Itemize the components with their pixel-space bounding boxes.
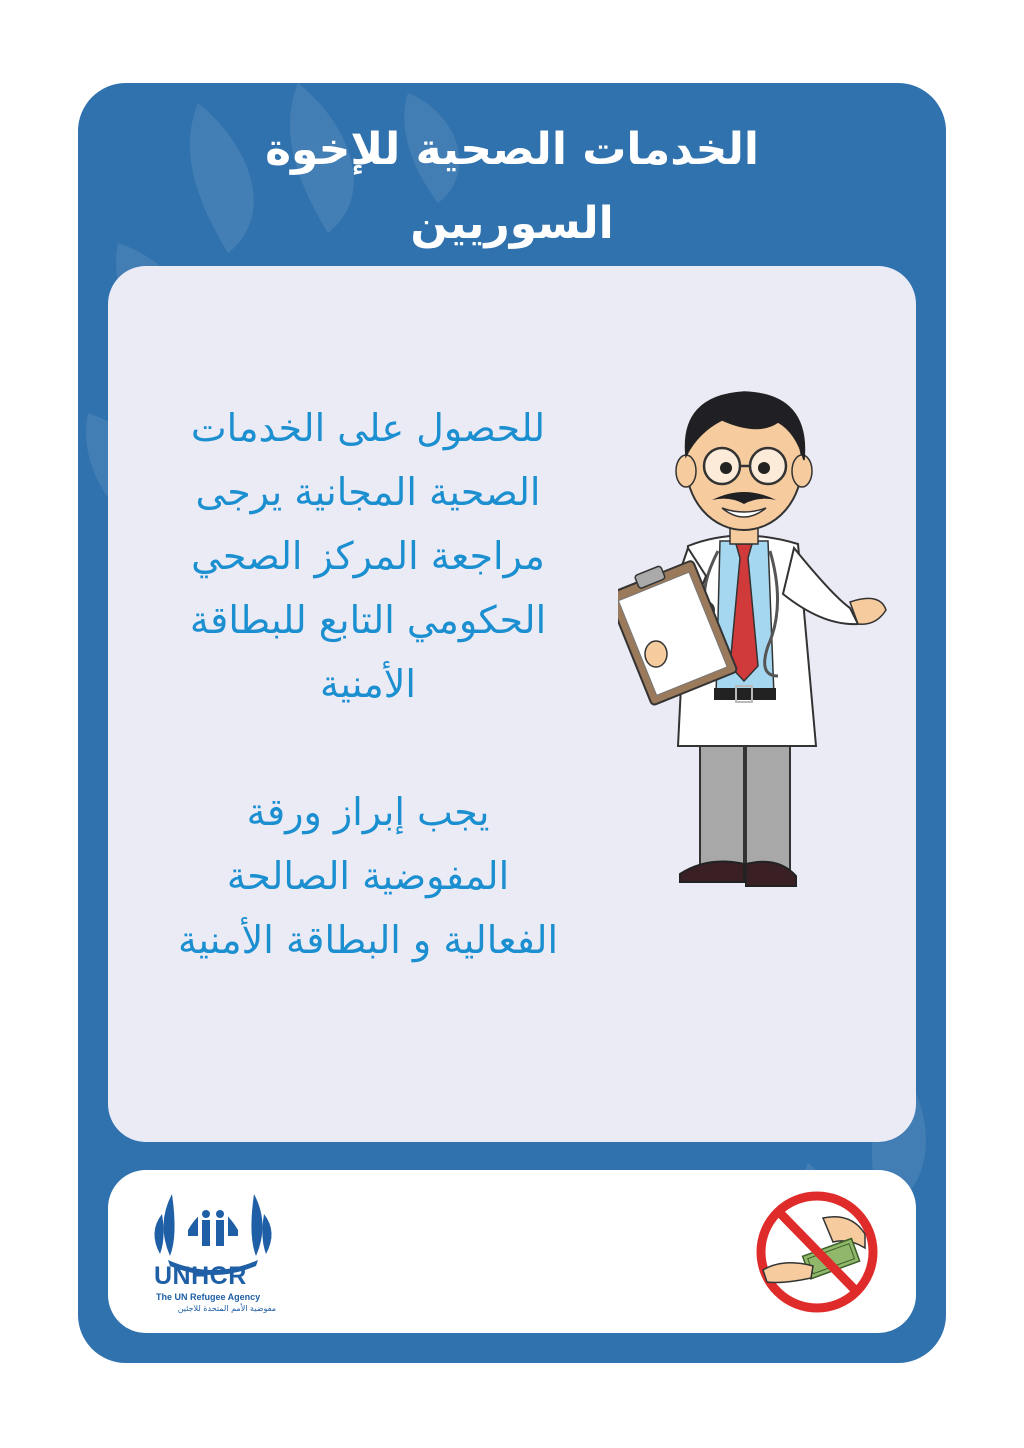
no-money-exchange-icon <box>753 1188 881 1316</box>
message-line: للحصول على الخدمات <box>190 406 546 450</box>
title-line-2: السوريين <box>410 198 614 249</box>
page-title <box>78 113 946 261</box>
unhcr-wordmark: UNHCR <box>154 1262 247 1290</box>
message-line: الأمنية <box>320 662 416 706</box>
message-line: مراجعة المركز الصحي <box>191 534 545 578</box>
message-line: المفوضية الصالحة <box>226 854 510 898</box>
title-line-1: الخدمات الصحية للإخوة <box>265 124 759 175</box>
message-line: يجب إبراز ورقة <box>246 790 490 834</box>
poster-frame <box>78 83 946 1363</box>
footer-panel <box>108 1170 916 1333</box>
message-line: الصحية المجانية يرجى <box>195 470 541 514</box>
unhcr-emblem-icon <box>148 1184 278 1324</box>
message-line: الحكومي التابع للبطاقة <box>189 598 547 642</box>
info-message <box>148 396 588 972</box>
message-line: الفعالية و البطاقة الأمنية <box>177 918 559 962</box>
unhcr-tagline-ar: مفوضية الأمم المتحدة للاجئين <box>177 1304 276 1313</box>
doctor-illustration <box>618 376 908 896</box>
content-panel <box>108 266 916 1142</box>
unhcr-tagline-en: The UN Refugee Agency <box>156 1292 261 1302</box>
